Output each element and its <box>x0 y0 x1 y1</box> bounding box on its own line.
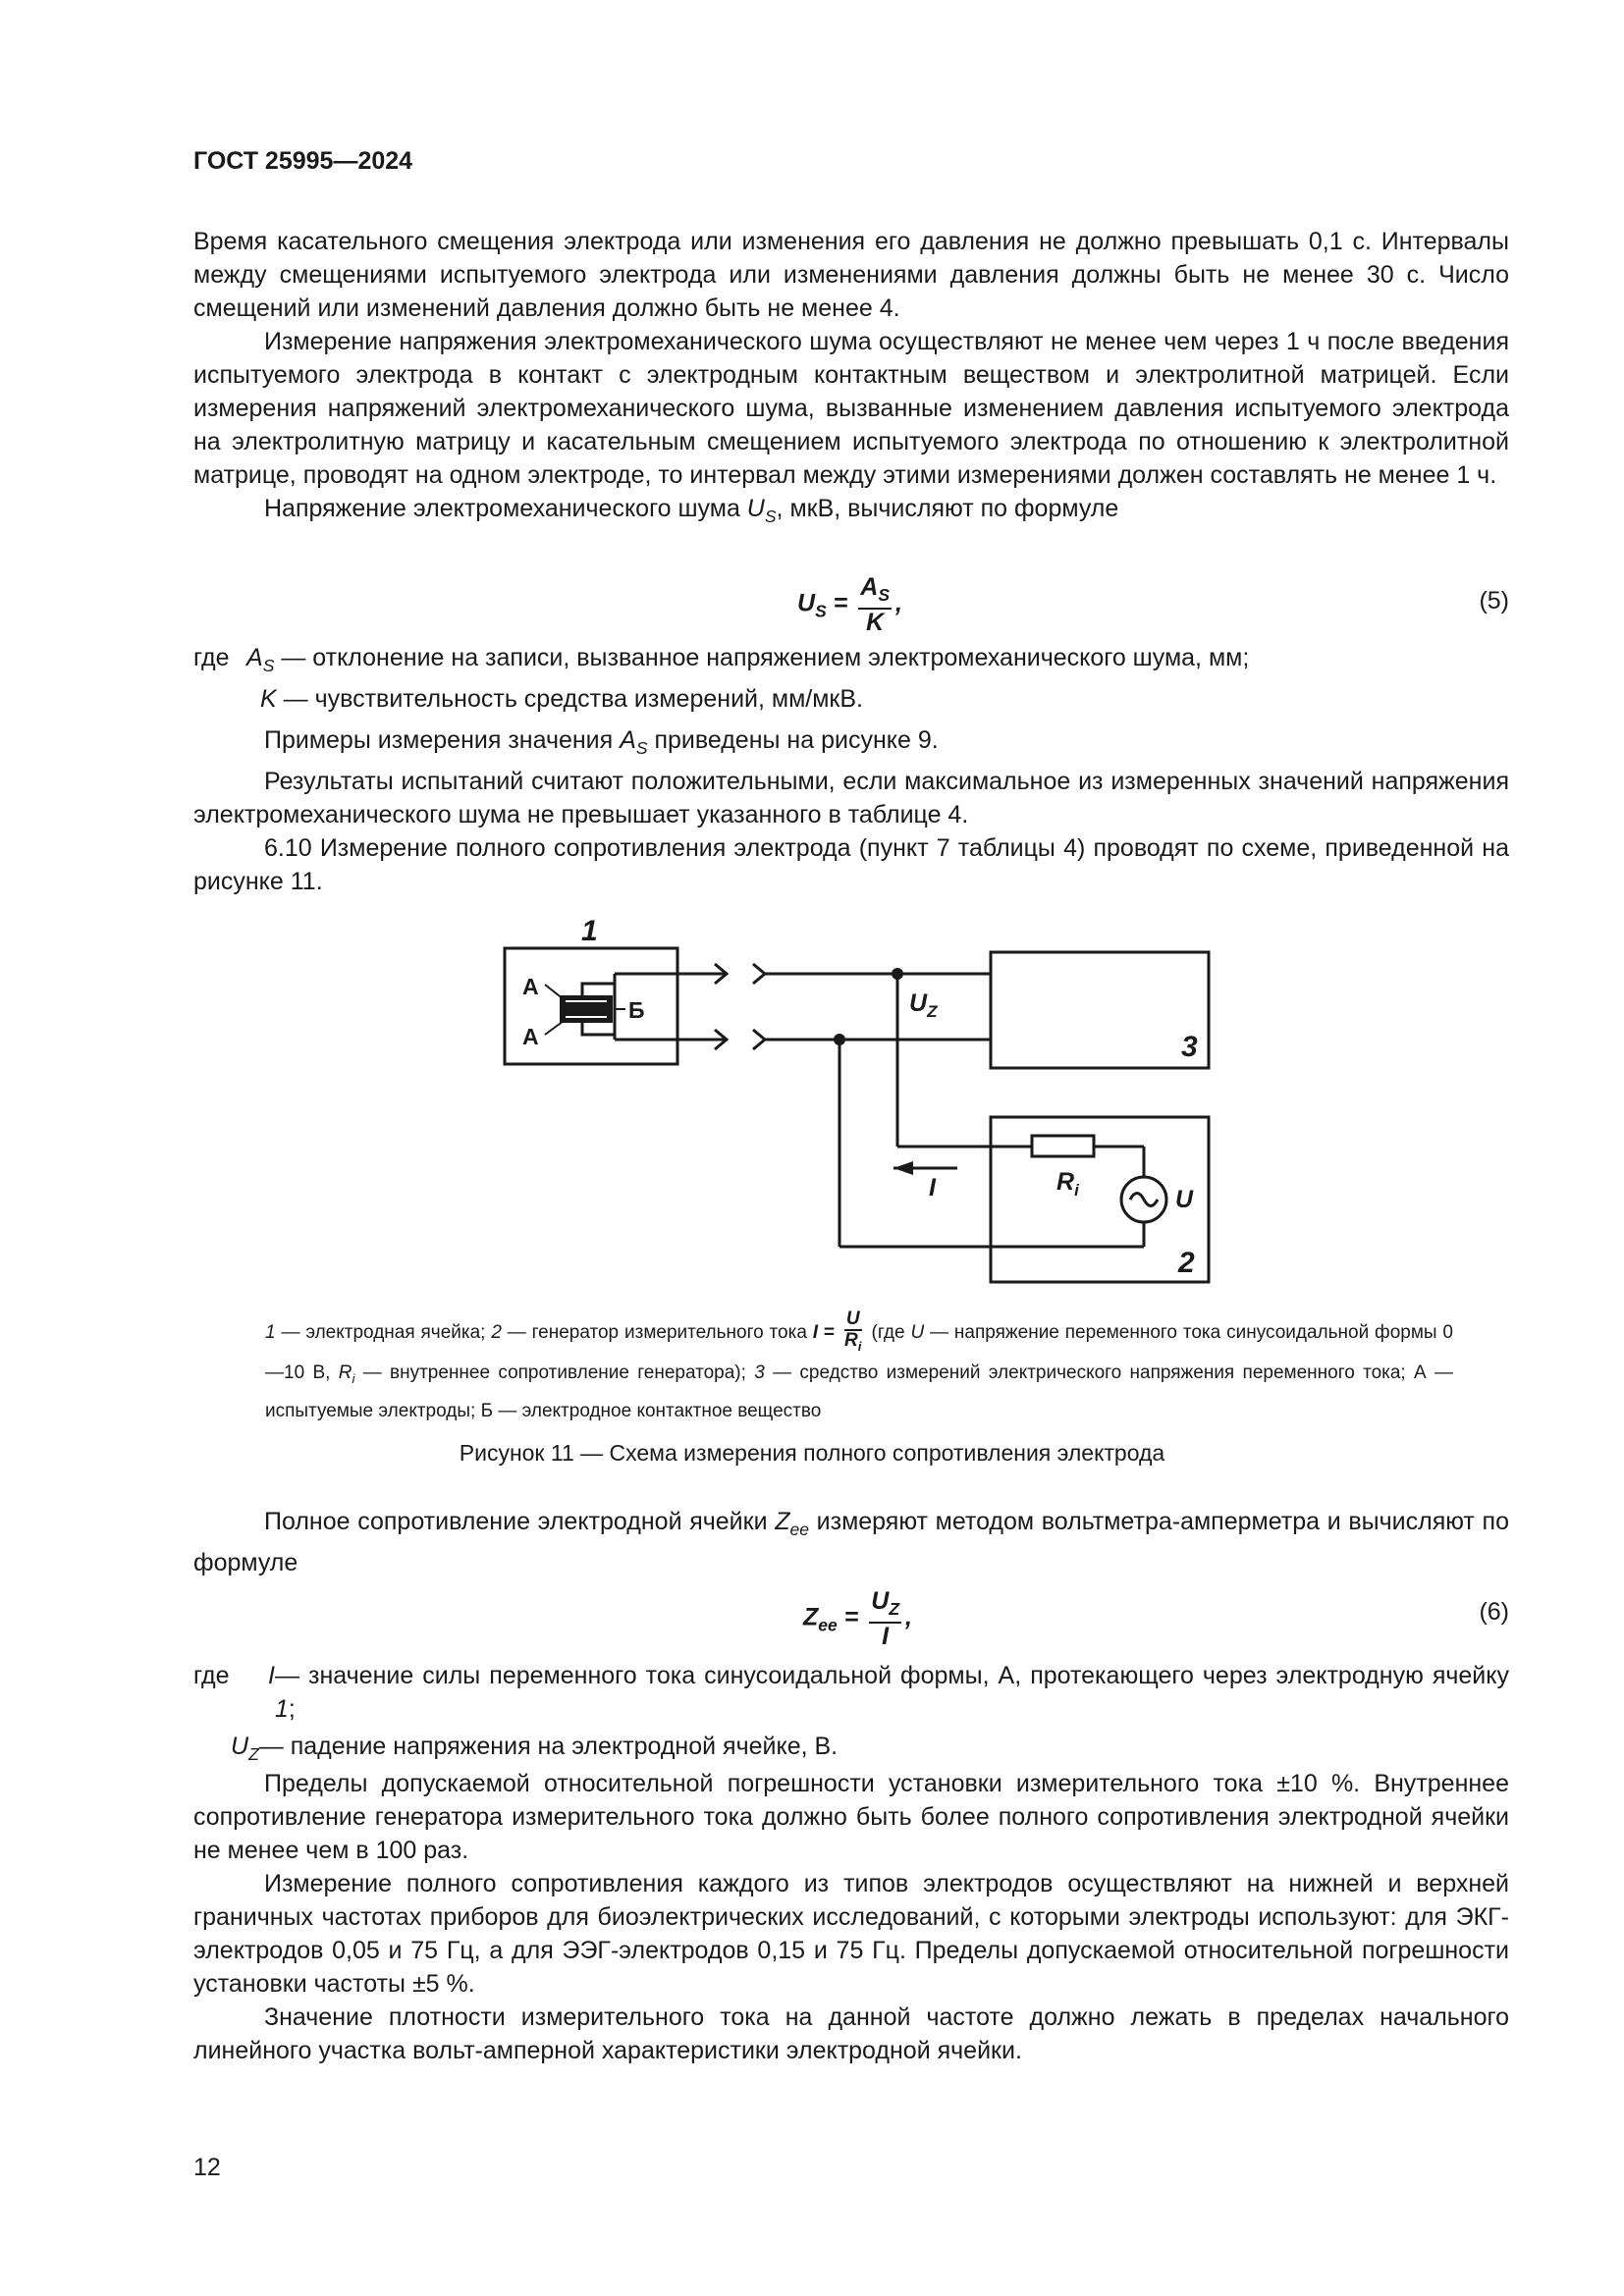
formula-6-number: (6) <box>1479 1598 1509 1626</box>
formula-6: $Z_{ee}$ = $\frac{U_Z}{I}$ , <box>803 1587 912 1650</box>
where-item: $U_Z$ — падение напряжения на электродной ячейке, В. <box>231 1733 839 1764</box>
paragraph: 6.10 Измерение полного сопротивления электрода (пункт 7 таблицы 4) проводят по схеме, приведенной на рисунке 11. <box>193 834 1509 895</box>
where-item: K — чувствительность средства измерений, мм/мкВ. <box>260 685 863 713</box>
label-electrode-a-top: А <box>522 974 539 999</box>
paragraph: Пределы допускаемой относительной погрешности установки измерительного тока ±10 %. Внутреннее сопротивление генератора измерительного тока должно быть более полного сопротивления электродной ячейки не менее чем в 100 раз. <box>193 1770 1509 1864</box>
paragraph: Значение плотности измерительного тока на данной частоте должно лежать в пределах начального линейного участка вольт-амперной характеристики электродной ячейки. <box>193 2003 1509 2064</box>
electrode-core <box>560 995 613 1023</box>
label-ri: $R_i$ <box>1056 1168 1079 1200</box>
text-block-formula6-intro <box>193 1505 1509 1579</box>
document-header: ГОСТ 25995—2024 <box>193 147 413 175</box>
label-block-3: 3 <box>1181 1031 1198 1063</box>
label-electrode-a-bottom: А <box>522 1024 539 1049</box>
text-block-bottom <box>193 1767 1509 2067</box>
paragraph: Примеры измерения значения $A_S$ приведены на рисунке 9. <box>264 726 939 758</box>
where-list-6 <box>193 1659 1509 1771</box>
label-uz: $U_Z$ <box>909 989 938 1021</box>
paragraph-formula5-intro: Напряжение электромеханического шума $U_S$, мкВ, вычисляют по формуле <box>264 495 1119 526</box>
figure-legend: 1 — электродная ячейка; 2 — генератор измерительного тока I = $\frac{U}{R_i}$ (где U — напряжение переменного тока синусоидальной формы 0—10 В, $R_i$ — внутреннее сопротивление генератора); 3 — средство измерений электрического напряжения переменного тока; А — испытуемые электроды; Б — электродное контактное вещество <box>265 1308 1453 1421</box>
node-top <box>892 968 903 980</box>
figure-title: Рисунок 11 — Схема измерения полного сопротивления электрода <box>459 1440 1165 1466</box>
paragraph: Результаты испытаний считают положительными, если максимальное из измеренных значений напряжения электромеханического шума не превышает указанного в таблице 4. <box>193 768 1509 828</box>
label-block-1: 1 <box>581 915 598 947</box>
current-arrowhead <box>893 1161 913 1175</box>
formula-5: $U_S$ = $\frac{A_S}{K}$ , <box>797 573 902 636</box>
where-item: где I — значение силы переменного тока синусоидальной формы, А, протекающего через электродную ячейку 1; <box>193 1662 1509 1723</box>
node-bottom <box>834 1034 845 1045</box>
where-item: где $A_S$ — отклонение на записи, вызванное напряжением электромеханического шума, мм; <box>193 644 1250 675</box>
label-block-2: 2 <box>1178 1247 1195 1279</box>
paragraph-formula6-intro: Полное сопротивление электродной ячейки $Z_{ee}$ измеряют методом вольтметра-амперметра и вычисляют по формуле <box>193 1508 1509 1576</box>
label-current-i: I <box>929 1174 936 1201</box>
resistor-ri <box>1032 1136 1094 1156</box>
paragraph: Измерение полного сопротивления каждого из типов электродов осуществляют на нижней и верхней граничных частотах приборов для биоэлектрических исследований, с которыми электроды используют: для ЭКГ-электродов 0,05 и 75 Гц, а для ЭЭГ-электродов 0,15 и 75 Гц. Пределы допускаемой относительной погрешности установки частоты ±5 %. <box>193 1870 1509 1998</box>
formula-5-number: (5) <box>1479 587 1509 614</box>
label-contact-substance-b: Б <box>628 997 645 1023</box>
block-voltmeter <box>991 952 1209 1068</box>
paragraph: Измерение напряжения электромеханического шума осуществляют не менее чем через 1 ч после введения испытуемого электрода в контакт с электродным контактным веществом и электролитной матрицей. Если измерения напряжений электромеханического шума, вызванные изменением давления испытуемого электрода на электролитную матрицу и касательным смещением испытуемого электрода по отношению к электролитной матрице, проводят на одном электроде, то интервал между этими измерениями должен составлять не менее 1 ч. <box>193 328 1509 489</box>
page-number: 12 <box>193 2154 221 2181</box>
paragraph: Время касательного смещения электрода или изменения его давления не должно превышать 0,1 с. Интервалы между смещениями испытуемого электрода или изменениями давления должны быть не менее 30 с. Число смещений или изменений давления должно быть не менее 4. <box>193 228 1509 322</box>
label-source-u: U <box>1175 1186 1194 1213</box>
